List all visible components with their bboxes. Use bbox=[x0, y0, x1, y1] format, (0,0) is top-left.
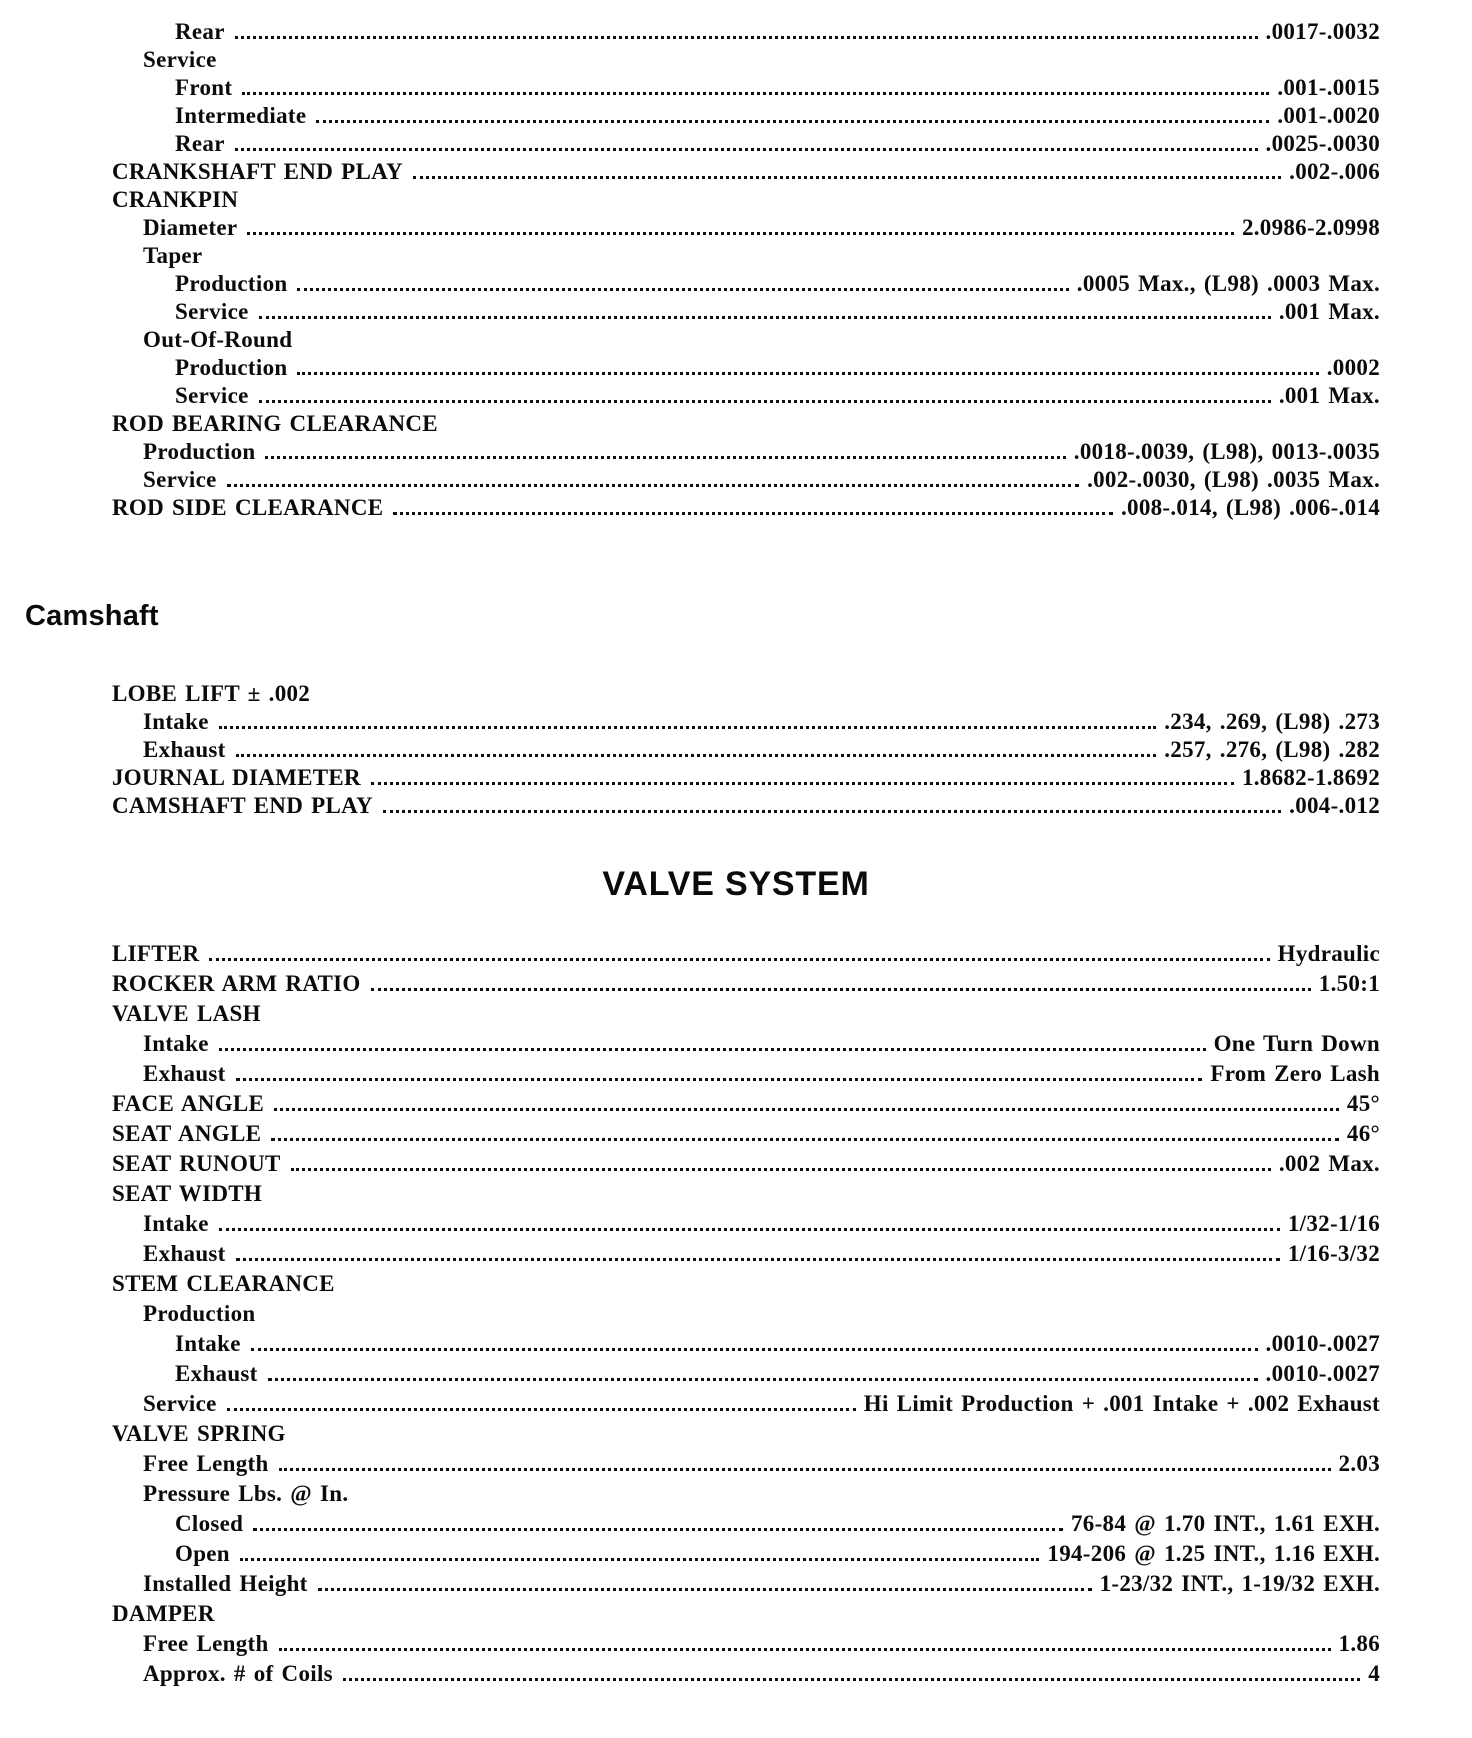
dotted-leader bbox=[318, 1588, 1092, 1591]
dotted-leader bbox=[271, 1138, 1339, 1141]
camshaft-section-heading: Camshaft bbox=[25, 600, 159, 632]
spec-label: ROCKER ARM RATIO bbox=[112, 971, 361, 996]
spec-label: Rear bbox=[175, 19, 225, 44]
spec-label: Intake bbox=[143, 709, 209, 734]
dotted-leader bbox=[236, 1078, 1203, 1081]
dotted-leader bbox=[297, 372, 1318, 375]
spec-value: 76-84 @ 1.70 INT., 1.61 EXH. bbox=[1071, 1511, 1380, 1536]
spec-label: LIFTER bbox=[112, 941, 200, 966]
spec-label: Service bbox=[175, 299, 249, 324]
spec-value: Hydraulic bbox=[1277, 941, 1380, 966]
spec-value: .001 Max. bbox=[1278, 383, 1380, 408]
dotted-leader bbox=[274, 1108, 1339, 1111]
spec-label: STEM CLEARANCE bbox=[112, 1271, 335, 1296]
spec-value: .008-.014, (L98) .006-.014 bbox=[1120, 495, 1380, 520]
spec-label: Service bbox=[175, 383, 249, 408]
dotted-leader bbox=[227, 1408, 856, 1411]
spec-row bbox=[112, 1000, 1380, 1030]
spec-row bbox=[112, 736, 1380, 764]
spec-label: Approx. # of Coils bbox=[143, 1661, 333, 1686]
spec-row bbox=[112, 1390, 1380, 1420]
spec-row bbox=[112, 354, 1380, 382]
spec-row bbox=[112, 764, 1380, 792]
spec-row bbox=[112, 410, 1380, 438]
dotted-leader bbox=[413, 176, 1281, 179]
dotted-leader bbox=[251, 1348, 1258, 1351]
spec-value: 1.50:1 bbox=[1318, 971, 1380, 996]
spec-label: Out-Of-Round bbox=[143, 327, 293, 352]
spec-label: CRANKPIN bbox=[112, 187, 239, 212]
spec-value: 46° bbox=[1346, 1121, 1380, 1146]
spec-row bbox=[112, 1180, 1380, 1210]
spec-label: FACE ANGLE bbox=[112, 1091, 265, 1116]
dotted-leader bbox=[259, 400, 1271, 403]
spec-value: .257, .276, (L98) .282 bbox=[1164, 737, 1380, 762]
camshaft-spec-list bbox=[112, 680, 1380, 820]
dotted-leader bbox=[209, 958, 1269, 961]
dotted-leader bbox=[297, 288, 1068, 291]
spec-row bbox=[112, 494, 1380, 522]
dotted-leader bbox=[393, 512, 1113, 515]
spec-label: Pressure Lbs. @ In. bbox=[143, 1481, 349, 1506]
spec-label: Diameter bbox=[143, 215, 238, 240]
spec-label: Free Length bbox=[143, 1631, 269, 1656]
spec-label: ROD BEARING CLEARANCE bbox=[112, 411, 438, 436]
spec-value: .001-.0015 bbox=[1277, 75, 1380, 100]
dotted-leader bbox=[235, 148, 1258, 151]
spec-label: Closed bbox=[175, 1511, 244, 1536]
spec-row bbox=[112, 792, 1380, 820]
spec-row bbox=[112, 74, 1380, 102]
dotted-leader bbox=[236, 1258, 1280, 1261]
spec-value: 1/32-1/16 bbox=[1287, 1211, 1380, 1236]
dotted-leader bbox=[259, 316, 1271, 319]
valve-system-section-heading: VALVE SYSTEM bbox=[602, 865, 870, 903]
spec-value: 2.03 bbox=[1338, 1451, 1380, 1476]
spec-row bbox=[112, 1480, 1380, 1510]
spec-row bbox=[112, 466, 1380, 494]
spec-label: Installed Height bbox=[143, 1571, 308, 1596]
spec-row bbox=[112, 1570, 1380, 1600]
dotted-leader bbox=[383, 810, 1281, 813]
spec-label: VALVE LASH bbox=[112, 1001, 261, 1026]
spec-label: Free Length bbox=[143, 1451, 269, 1476]
spec-value: 1-23/32 INT., 1-19/32 EXH. bbox=[1099, 1571, 1380, 1596]
spec-row bbox=[112, 1300, 1380, 1330]
spec-row bbox=[112, 970, 1380, 1000]
spec-value: .0017-.0032 bbox=[1265, 19, 1380, 44]
spec-value: .002-.0030, (L98) .0035 Max. bbox=[1087, 467, 1380, 492]
spec-row bbox=[112, 1630, 1380, 1660]
spec-row bbox=[112, 1660, 1380, 1690]
spec-value: 45° bbox=[1346, 1091, 1380, 1116]
spec-label: Production bbox=[175, 355, 288, 380]
spec-label: Taper bbox=[143, 243, 203, 268]
spec-label: Intake bbox=[143, 1211, 209, 1236]
spec-label: SEAT WIDTH bbox=[112, 1181, 263, 1206]
spec-row bbox=[112, 1120, 1380, 1150]
dotted-leader bbox=[371, 988, 1311, 991]
spec-row bbox=[112, 158, 1380, 186]
spec-label: VALVE SPRING bbox=[112, 1421, 286, 1446]
spec-value: .0025-.0030 bbox=[1265, 131, 1380, 156]
spec-value: 1.86 bbox=[1338, 1631, 1380, 1656]
dotted-leader bbox=[253, 1528, 1063, 1531]
dotted-leader bbox=[371, 782, 1234, 785]
spec-row bbox=[112, 1360, 1380, 1390]
dotted-leader bbox=[265, 456, 1065, 459]
spec-row bbox=[112, 270, 1380, 298]
spec-label: Exhaust bbox=[143, 1241, 226, 1266]
dotted-leader bbox=[343, 1678, 1360, 1681]
spec-row bbox=[112, 1240, 1380, 1270]
spec-row bbox=[112, 1270, 1380, 1300]
spec-value: .001-.0020 bbox=[1277, 103, 1380, 128]
spec-row bbox=[112, 130, 1380, 158]
spec-value: 194-206 @ 1.25 INT., 1.16 EXH. bbox=[1047, 1541, 1380, 1566]
spec-label: JOURNAL DIAMETER bbox=[112, 765, 361, 790]
spec-label: Production bbox=[143, 439, 256, 464]
spec-value: .004-.012 bbox=[1289, 793, 1380, 818]
spec-label: Service bbox=[143, 47, 217, 72]
dotted-leader bbox=[219, 1228, 1280, 1231]
spec-label: SEAT RUNOUT bbox=[112, 1151, 281, 1176]
spec-row bbox=[112, 1030, 1380, 1060]
spec-value: .002 Max. bbox=[1278, 1151, 1380, 1176]
spec-value: .0010-.0027 bbox=[1265, 1361, 1380, 1386]
dotted-leader bbox=[235, 36, 1258, 39]
spec-row bbox=[112, 46, 1380, 74]
crankshaft-spec-list bbox=[112, 18, 1380, 522]
spec-label: CRANKSHAFT END PLAY bbox=[112, 159, 403, 184]
spec-row bbox=[112, 1150, 1380, 1180]
dotted-leader bbox=[219, 1048, 1206, 1051]
spec-label: Production bbox=[175, 271, 288, 296]
spec-label: Rear bbox=[175, 131, 225, 156]
spec-value: 1.8682-1.8692 bbox=[1241, 765, 1380, 790]
dotted-leader bbox=[240, 1558, 1040, 1561]
spec-value: One Turn Down bbox=[1213, 1031, 1380, 1056]
spec-label: Exhaust bbox=[143, 737, 226, 762]
spec-row bbox=[112, 680, 1380, 708]
spec-value: .0018-.0039, (L98), 0013-.0035 bbox=[1073, 439, 1380, 464]
spec-row bbox=[112, 1510, 1380, 1540]
spec-label: Intermediate bbox=[175, 103, 307, 128]
spec-row bbox=[112, 242, 1380, 270]
spec-row bbox=[112, 1420, 1380, 1450]
spec-label: SEAT ANGLE bbox=[112, 1121, 262, 1146]
spec-label: DAMPER bbox=[112, 1601, 215, 1626]
dotted-leader bbox=[247, 232, 1234, 235]
spec-row bbox=[112, 1600, 1380, 1630]
spec-label: Intake bbox=[175, 1331, 241, 1356]
spec-row bbox=[112, 214, 1380, 242]
spec-row bbox=[112, 438, 1380, 466]
dotted-leader bbox=[227, 484, 1079, 487]
spec-value: 1/16-3/32 bbox=[1287, 1241, 1380, 1266]
spec-row bbox=[112, 382, 1380, 410]
dotted-leader bbox=[268, 1378, 1258, 1381]
spec-value: 2.0986-2.0998 bbox=[1241, 215, 1380, 240]
spec-value: Hi Limit Production + .001 Intake + .002 Exhaust bbox=[863, 1391, 1380, 1416]
spec-row bbox=[112, 1450, 1380, 1480]
spec-label: Open bbox=[175, 1541, 230, 1566]
spec-row bbox=[112, 326, 1380, 354]
spec-label: Production bbox=[143, 1301, 256, 1326]
spec-value: 4 bbox=[1368, 1661, 1380, 1686]
dotted-leader bbox=[316, 120, 1269, 123]
spec-label: ROD SIDE CLEARANCE bbox=[112, 495, 384, 520]
spec-label: Exhaust bbox=[175, 1361, 258, 1386]
spec-label: LOBE LIFT ± .002 bbox=[112, 681, 311, 706]
dotted-leader bbox=[279, 1648, 1331, 1651]
spec-label: Service bbox=[143, 467, 217, 492]
dotted-leader bbox=[279, 1468, 1331, 1471]
spec-row bbox=[112, 102, 1380, 130]
spec-label: Service bbox=[143, 1391, 217, 1416]
dotted-leader bbox=[219, 726, 1157, 729]
spec-label: Exhaust bbox=[143, 1061, 226, 1086]
spec-value: .001 Max. bbox=[1278, 299, 1380, 324]
spec-value: .0002 bbox=[1326, 355, 1380, 380]
spec-row bbox=[112, 18, 1380, 46]
spec-row bbox=[112, 940, 1380, 970]
spec-row bbox=[112, 1210, 1380, 1240]
spec-row bbox=[112, 1060, 1380, 1090]
spec-value: .234, .269, (L98) .273 bbox=[1164, 709, 1380, 734]
spec-label: Front bbox=[175, 75, 233, 100]
spec-row bbox=[112, 1330, 1380, 1360]
valve-system-spec-list bbox=[112, 940, 1380, 1690]
dotted-leader bbox=[242, 92, 1269, 95]
spec-row bbox=[112, 298, 1380, 326]
spec-label: Intake bbox=[143, 1031, 209, 1056]
spec-row bbox=[112, 708, 1380, 736]
dotted-leader bbox=[291, 1168, 1271, 1171]
spec-value: From Zero Lash bbox=[1210, 1061, 1380, 1086]
spec-value: .002-.006 bbox=[1289, 159, 1380, 184]
dotted-leader bbox=[236, 754, 1157, 757]
spec-value: .0005 Max., (L98) .0003 Max. bbox=[1076, 271, 1380, 296]
spec-row bbox=[112, 186, 1380, 214]
spec-row bbox=[112, 1540, 1380, 1570]
spec-value: .0010-.0027 bbox=[1265, 1331, 1380, 1356]
spec-label: CAMSHAFT END PLAY bbox=[112, 793, 373, 818]
spec-row bbox=[112, 1090, 1380, 1120]
